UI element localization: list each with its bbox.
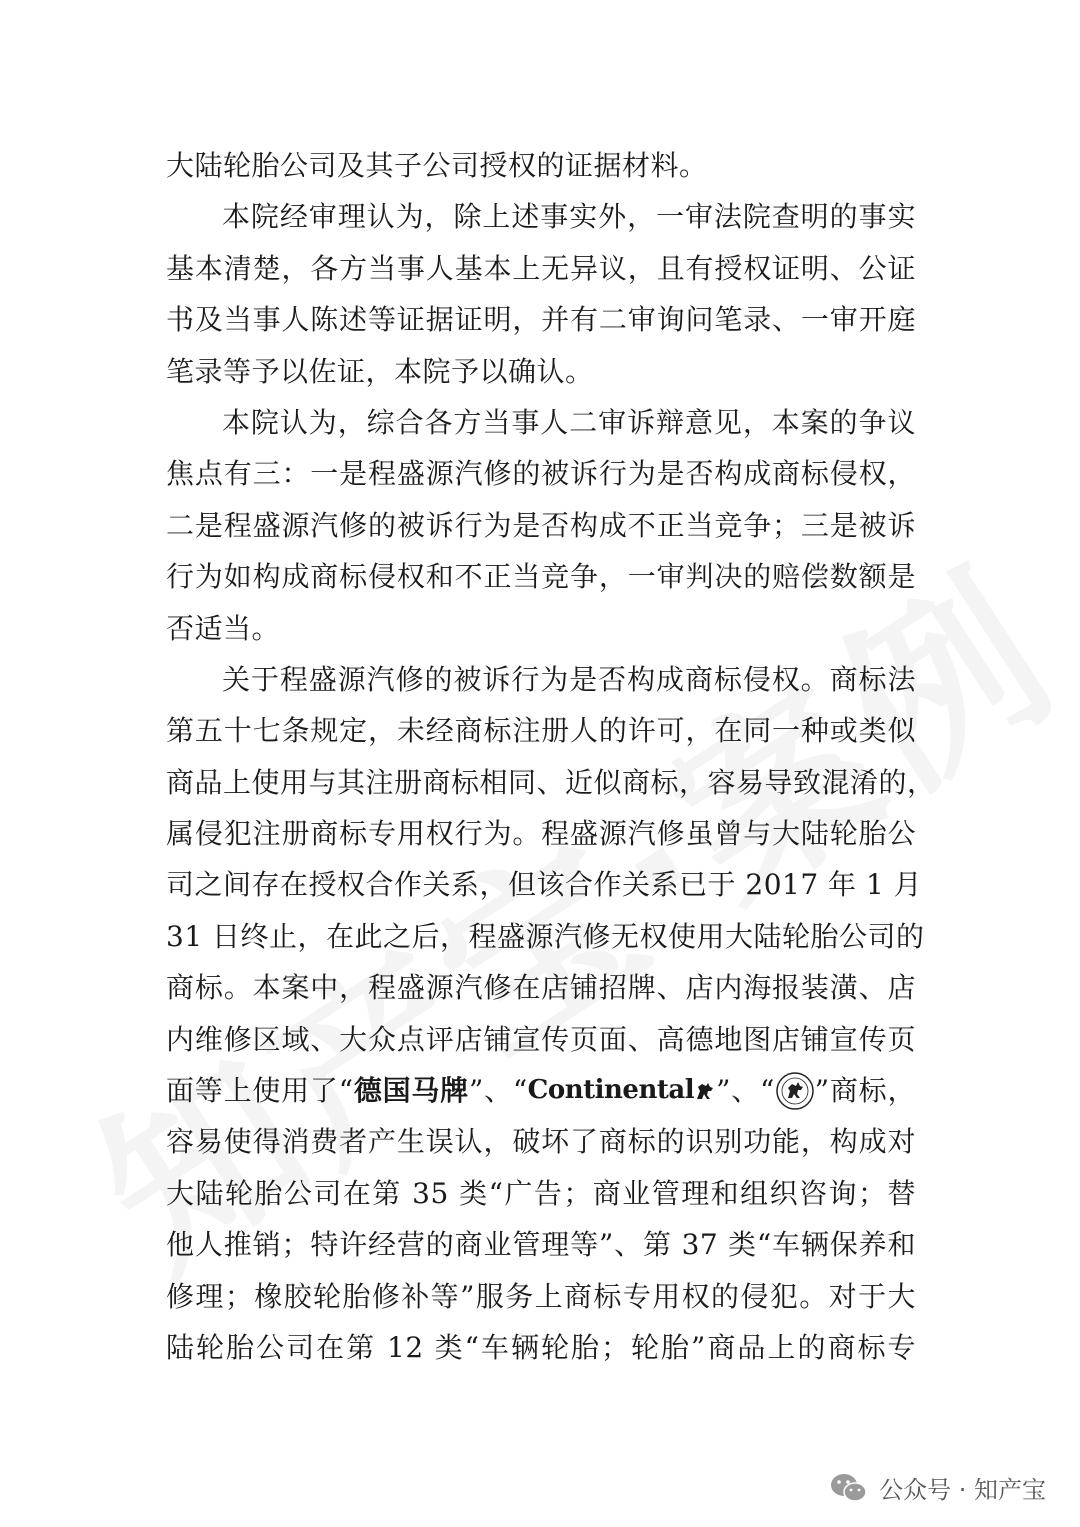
text-line: 本院经审理认为，除上述事实外，一审法院查明的事实 (222, 200, 916, 234)
text-line: 二是程盛源汽修的被诉行为是否构成不正当竞争；三是被诉 (166, 508, 916, 542)
text-line: 容易使得消费者产生误认，破坏了商标的识别功能，构成对 (166, 1125, 916, 1159)
wechat-icon (829, 1471, 869, 1505)
text-line: 行为如构成商标侵权和不正当竞争，一审判决的赔偿数额是 (166, 560, 916, 594)
text-line: 内维修区域、大众点评店铺宣传页面、高德地图店铺宣传页 (166, 1022, 916, 1056)
trademark-line (166, 1065, 916, 1116)
text-line: 关于程盛源汽修的被诉行为是否构成商标侵权。商标法 (222, 662, 916, 696)
text-line: 司之间存在授权合作关系，但该合作关系已于 2017 年 1 月 (166, 868, 923, 902)
text-line: 第五十七条规定，未经商标注册人的许可，在同一种或类似 (166, 714, 916, 748)
text-line: 本院认为，综合各方当事人二审诉辩意见，本案的争议 (222, 405, 916, 439)
horse-icon (694, 1081, 716, 1101)
text-line: 商标。本案中，程盛源汽修在店铺招牌、店内海报装潢、店 (166, 971, 916, 1005)
text-segment: ”、“ (716, 1074, 775, 1108)
text-line: 属侵犯注册商标专用权行为。程盛源汽修虽曾与大陆轮胎公 (166, 817, 916, 851)
footer-attribution (829, 1470, 1046, 1505)
text-line: 否适当。 (166, 611, 281, 645)
text-line: 修理；橡胶轮胎修补等”服务上商标专用权的侵犯。对于大 (166, 1279, 916, 1313)
continental-badge-icon (775, 1071, 815, 1111)
text-line: 陆轮胎公司在第 12 类“车辆轮胎；轮胎”商品上的商标专 (166, 1330, 916, 1364)
text-segment: 面等上使用了“ (166, 1074, 354, 1108)
text-segment: ”、“ (468, 1074, 528, 1108)
text-line: 大陆轮胎公司在第 35 类“广告；商业管理和组织咨询；替 (166, 1176, 916, 1210)
footer-text: 公众号 · 知产宝 (879, 1476, 1046, 1504)
text-segment: ”商标， (814, 1074, 916, 1108)
text-line: 31 日终止，在此之后，程盛源汽修无权使用大陆轮胎公司的 (166, 919, 925, 953)
text-line: 书及当事人陈述等证据证明，并有二审询问笔录、一审开庭 (166, 303, 916, 337)
text-line: 商品上使用与其注册商标相同、近似商标，容易导致混淆的， (166, 765, 936, 799)
text-line: 大陆轮胎公司及其子公司授权的证据材料。 (166, 149, 708, 182)
trademark-dezhou-mapai: 德国马牌 (353, 1074, 469, 1108)
continental-logo: Continental (528, 1065, 716, 1116)
text-line: 焦点有三：一是程盛源汽修的被诉行为是否构成商标侵权， (166, 457, 916, 491)
text-line: 笔录等予以佐证，本院予以确认。 (166, 354, 594, 388)
text-line: 基本清楚，各方当事人基本上无异议，且有授权证明、公证 (166, 251, 916, 285)
document-body (166, 140, 936, 1373)
text-line: 他人推销；特许经营的商业管理等”、第 37 类“车辆保养和 (166, 1228, 916, 1262)
